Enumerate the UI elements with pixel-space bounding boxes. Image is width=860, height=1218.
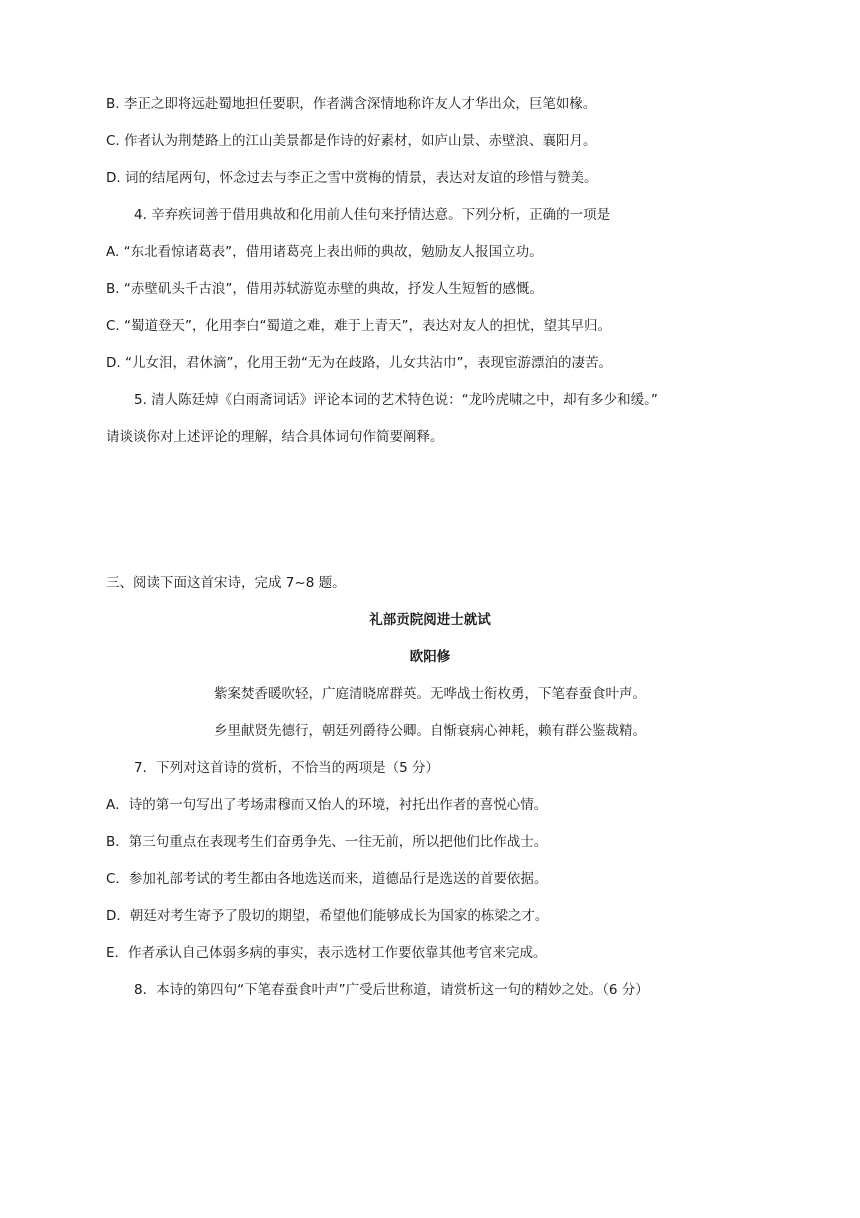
q7-stem: 7．下列对这首诗的赏析，不恰当的两项是（5 分） [134,760,439,776]
q4-option-d: D. “儿女泪，君休滴”，化用王勃“无为在歧路，儿女共沾巾”，表现宦游漂泊的凄苦。 [106,355,612,371]
poem-title: 礼部贡院阅进士就试 [369,612,491,628]
q5-stem-line1: 5. 清人陈廷焯《白雨斋词话》评论本词的艺术特色说：“龙吟虎啸之中，却有多少和缓。” [134,392,658,408]
q7-option-b: B．第三句重点在表现考生们奋勇争先、一往无前，所以把他们比作战士。 [106,834,548,850]
q4-option-c: C. “蜀道登天”，化用李白“蜀道之难，难于上青天”，表达对友人的担忧，望其早归。 [106,318,611,334]
q4-option-b: B. “赤壁矶头千古浪”，借用苏轼游览赤壁的典故，抒发人生短暂的感慨。 [106,281,543,297]
poem-line-1: 紫案焚香暖吹轻，广庭清晓席群英。无哗战士衔枚勇，下笔春蚕食叶声。 [214,686,646,702]
section3-heading: 三、阅读下面这首宋诗，完成 7~8 题。 [106,575,346,591]
q4-option-a: A. “东北看惊诸葛表”，借用诸葛亮上表出师的典故，勉励友人报国立功。 [106,244,543,260]
q3-option-b: B. 李正之即将远赴蜀地担任要职，作者满含深情地称许友人才华出众，巨笔如椽。 [106,96,597,112]
q7-option-a: A．诗的第一句写出了考场肃穆而又怡人的环境，衬托出作者的喜悦心情。 [106,797,548,813]
q7-option-c: C．参加礼部考试的考生都由各地选送而来，道德品行是选送的首要依据。 [106,871,548,887]
q4-stem: 4. 辛弃疾词善于借用典故和化用前人佳句来抒情达意。下列分析，正确的一项是 [134,207,611,223]
q5-stem-line2: 请谈谈你对上述评论的理解，结合具体词句作简要阐释。 [106,429,444,445]
q3-option-c: C. 作者认为荆楚路上的江山美景都是作诗的好素材，如庐山景、赤壁浪、襄阳月。 [106,133,597,149]
q7-option-d: D．朝廷对考生寄予了殷切的期望，希望他们能够成长为国家的栋梁之才。 [106,908,549,924]
poem-line-2: 乡里献贤先德行，朝廷列爵待公卿。自惭衰病心神耗，赖有群公鉴裁精。 [214,723,646,739]
q7-option-e: E．作者承认自己体弱多病的事实，表示选材工作要依靠其他考官来完成。 [106,945,547,961]
poem-author: 欧阳修 [409,649,451,665]
q3-option-d: D. 词的结尾两句，怀念过去与李正之雪中赏梅的情景，表达对友谊的珍惜与赞美。 [106,170,598,186]
q8-stem: 8．本诗的第四句“下笔春蚕食叶声”广受后世称道，请赏析这一句的精妙之处。（6 分） [134,982,649,998]
